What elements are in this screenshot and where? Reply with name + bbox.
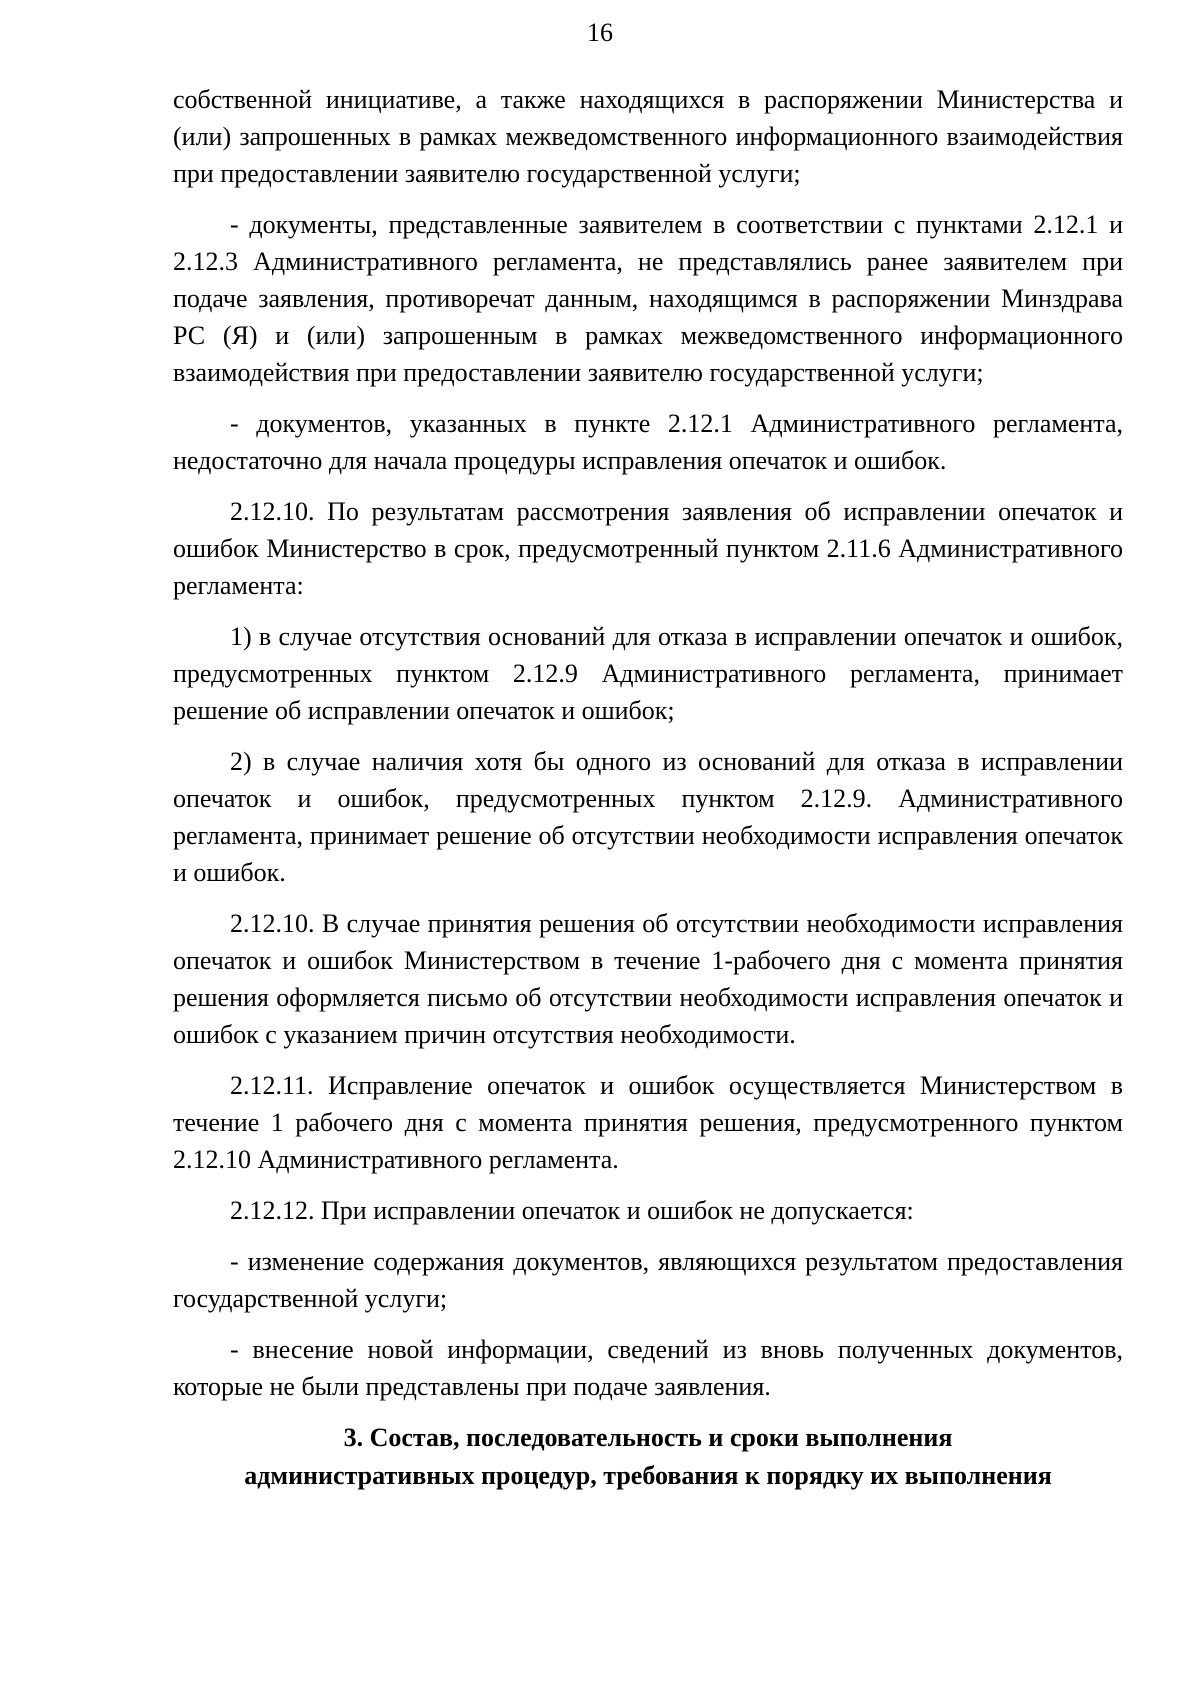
section-heading — [173, 1419, 1123, 1495]
section-heading-line-2: административных процедур, требования к порядку их выполнения — [244, 1461, 1052, 1490]
paragraph-list-item: - внесение новой информации, сведений из вновь полученных документов, которые не были представлены при подаче заявления. — [173, 1335, 1123, 1401]
section-heading-line-1: 3. Состав, последовательность и сроки выполнения — [343, 1423, 953, 1452]
paragraph-clause-2-12-10-second: 2.12.10. В случае принятия решения об отсутствии необходимости исправления опечаток и ошибок Министерством в течение 1-рабочего дня с момента принятия решения оформляется письмо об отсутствии необходимости исправления опечаток и ошибок с указанием причин отсутствия необходимости. — [173, 909, 1123, 1049]
paragraph-numbered-item-2: 2) в случае наличия хотя бы одного из оснований для отказа в исправлении опечаток и ошибок, предусмотренных пунктом 2.12.9. Административного регламента, принимает решение об отсутствии необходимости исправления опечаток и ошибок. — [173, 747, 1123, 887]
page-number: 16 — [587, 18, 613, 47]
paragraph-clause-2-12-11: 2.12.11. Исправление опечаток и ошибок осуществляется Министерством в течение 1 рабочего дня с момента принятия решения, предусмотренного пунктом 2.12.10 Административного регламента. — [173, 1071, 1123, 1174]
paragraph-numbered-item-1: 1) в случае отсутствия оснований для отказа в исправлении опечаток и ошибок, предусмотренных пунктом 2.12.9 Административного регламента, принимает решение об исправлении опечаток и ошибок; — [173, 622, 1123, 725]
paragraph-clause-2-12-10: 2.12.10. По результатам рассмотрения заявления об исправлении опечаток и ошибок Министерство в срок, предусмотренный пунктом 2.11.6 Административного регламента: — [173, 497, 1123, 600]
page-body — [173, 81, 1123, 1495]
paragraph-list-item: - документы, представленные заявителем в соответствии с пунктами 2.12.1 и 2.12.3 Административного регламента, не представлялись ранее заявителем при подаче заявления, противоречат данным, находящимся в распоряжении Минздрава РС (Я) и (или) запрошенным в рамках межведомственного информационного взаимодействия при предоставлении заявителю государственной услуги; — [173, 210, 1123, 387]
paragraph-continuation: собственной инициативе, а также находящихся в распоряжении Министерства и (или) запрошенных в рамках межведомственного информационного взаимодействия при предоставлении заявителю государственной услуги; — [173, 85, 1123, 188]
paragraph-list-item: - документов, указанных в пункте 2.12.1 Административного регламента, недостаточно для начала процедуры исправления опечаток и ошибок. — [173, 409, 1123, 475]
paragraph-clause-2-12-12: 2.12.12. При исправлении опечаток и ошибок не допускается: — [230, 1196, 914, 1225]
paragraph-list-item: - изменение содержания документов, являющихся результатом предоставления государственной услуги; — [173, 1247, 1123, 1313]
